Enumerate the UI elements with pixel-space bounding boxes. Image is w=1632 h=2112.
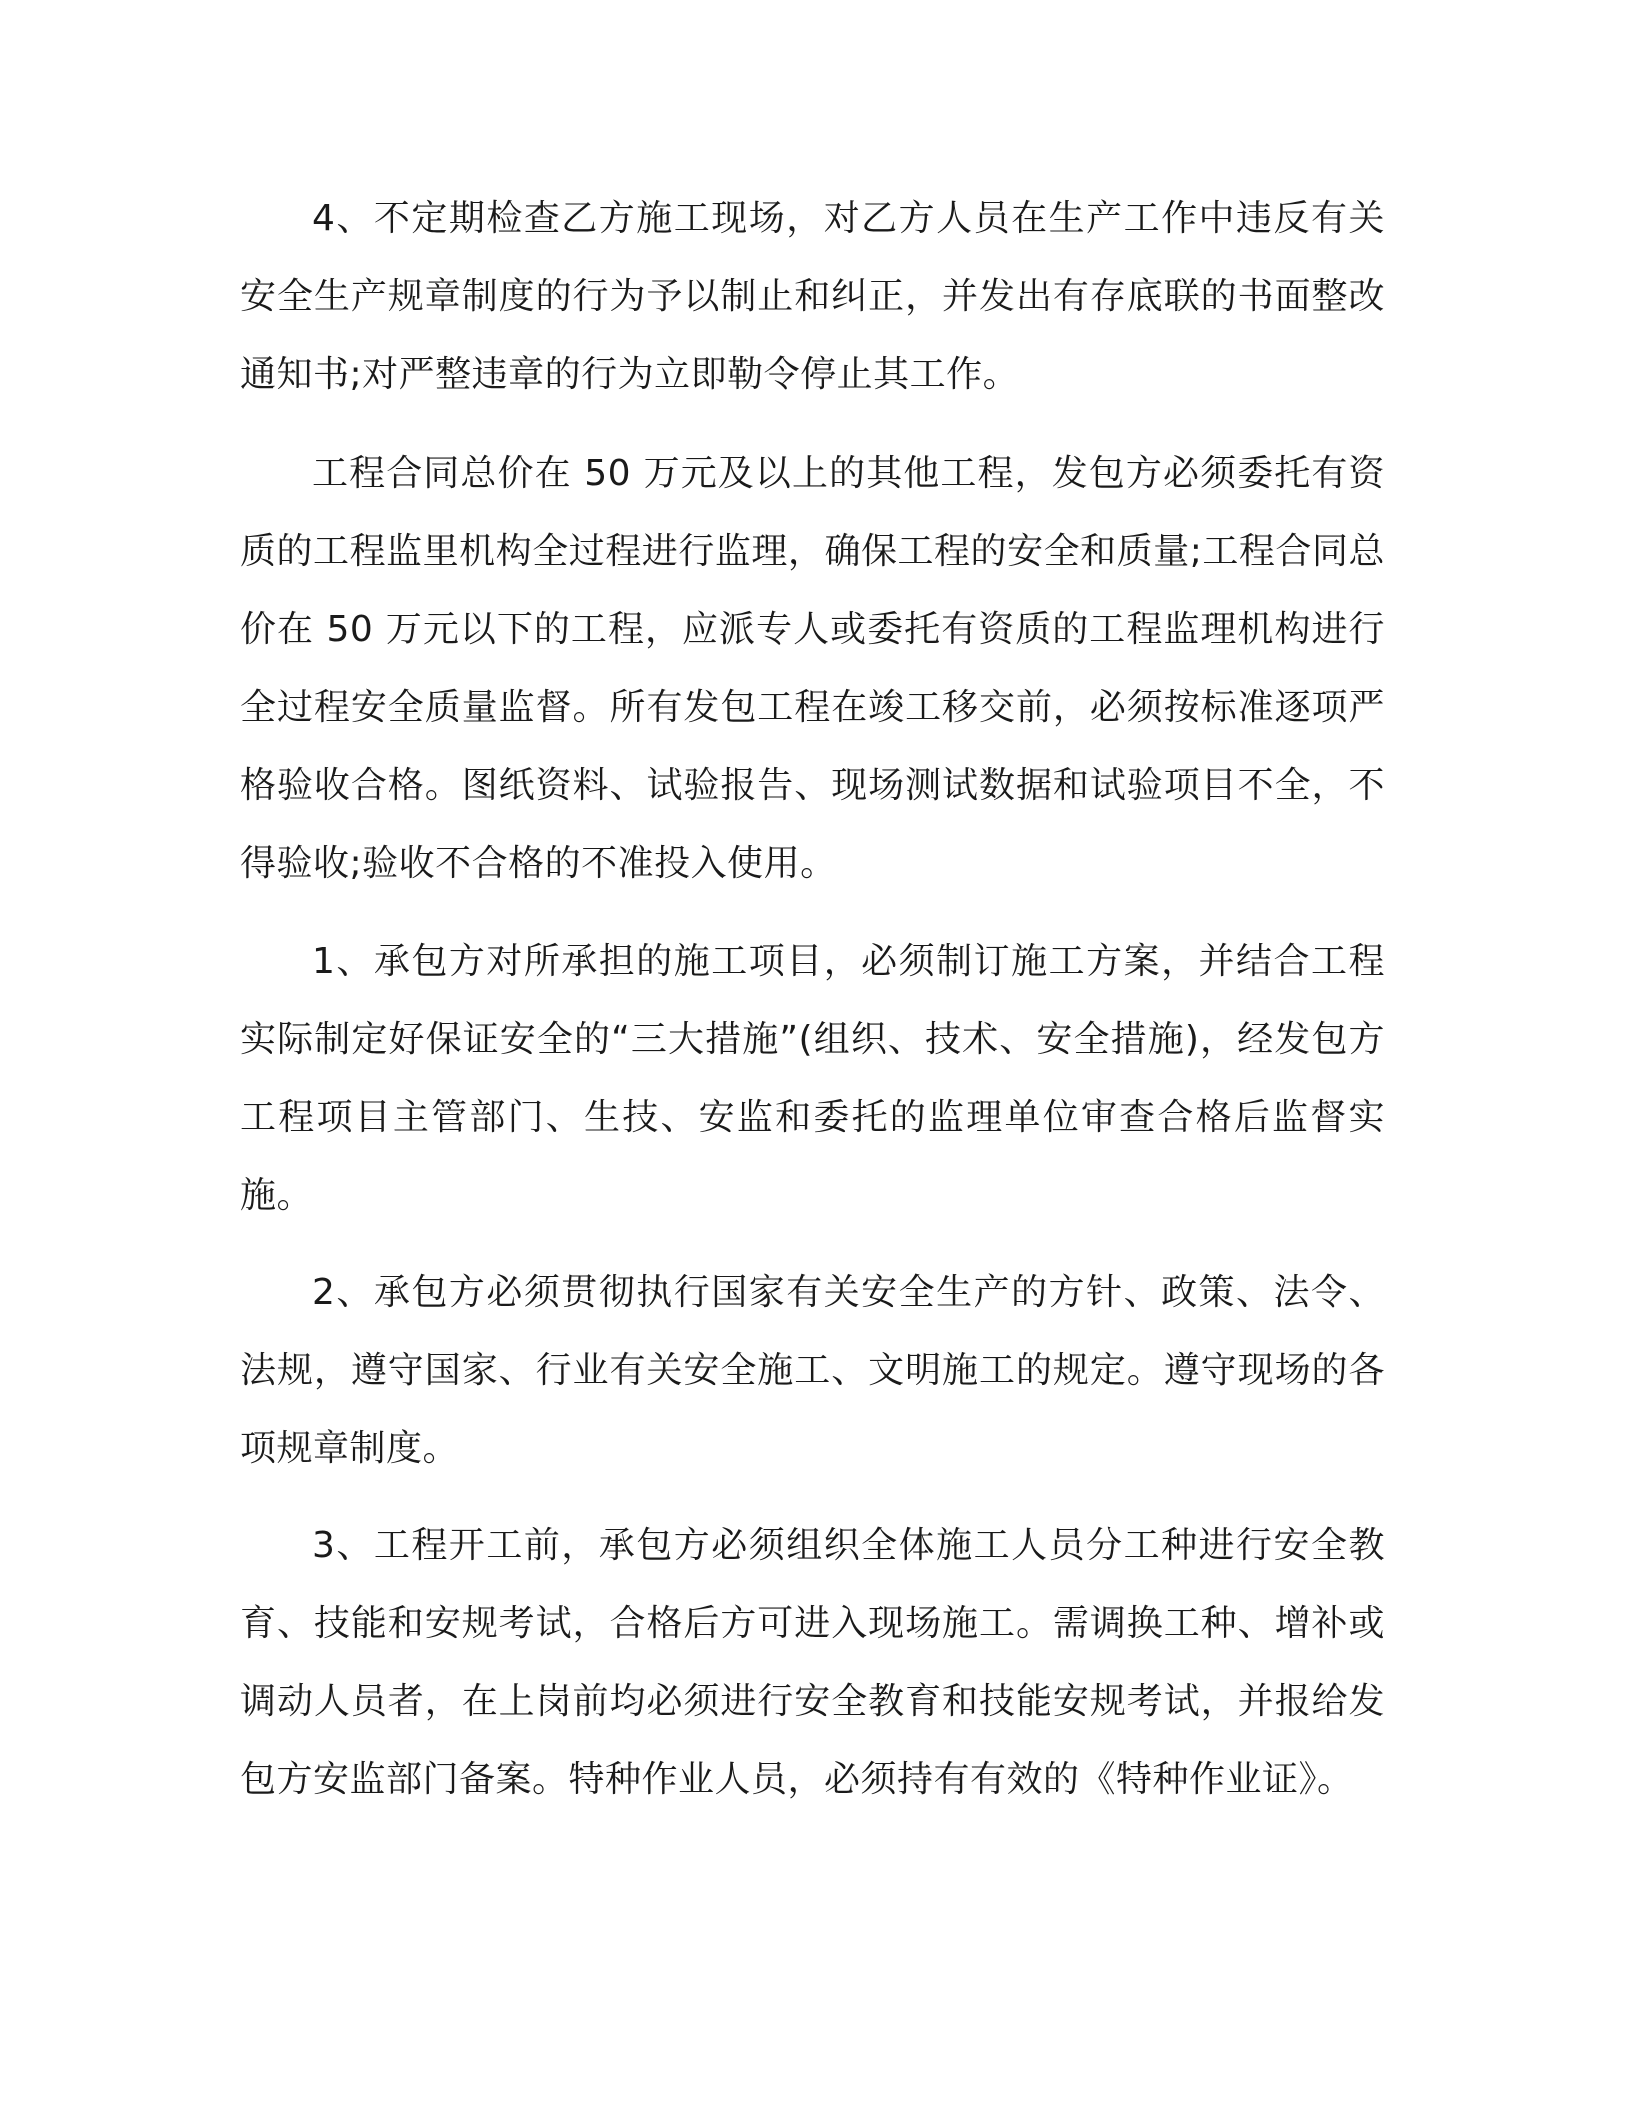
paragraph-contract-supervision: 工程合同总价在 50 万元及以上的其他工程，发包方必须委托有资质的工程监里机构全过程进行监理，确保工程的安全和质量;工程合同总价在 50 万元以下的工程，应派专人或委托有资质的工程监理机构进行全过程安全质量监督。所有发包工程在竣工移交前，必须按标准逐项严格验收合格。图纸资料、试验报告、现场测试数据和试验项目不全，不得验收;验收不合格的不准投入使用。 [240, 453, 1385, 884]
paragraph-item-1-construction-plan: 1、承包方对所承担的施工项目，必须制订施工方案，并结合工程实际制定好保证安全的“三大措施”(组织、技术、安全措施)，经发包方工程项目主管部门、生技、安监和委托的监理单位审查合格后监督实施。 [240, 941, 1385, 1216]
paragraph-item-3-safety-education: 3、工程开工前，承包方必须组织全体施工人员分工种进行安全教育、技能和安规考试，合格后方可进入现场施工。需调换工种、增补或调动人员者，在上岗前均必须进行安全教育和技能安规考试，并报给发包方安监部门备案。特种作业人员，必须持有有效的《特种作业证》。 [240, 1525, 1385, 1800]
paragraph-item-4-inspection: 4、不定期检查乙方施工现场，对乙方人员在生产工作中违反有关安全生产规章制度的行为予以制止和纠正，并发出有存底联的书面整改通知书;对严整违章的行为立即勒令停止其工作。 [240, 198, 1385, 395]
paragraph-item-2-regulations: 2、承包方必须贯彻执行国家有关安全生产的方针、政策、法令、法规，遵守国家、行业有关安全施工、文明施工的规定。遵守现场的各项规章制度。 [240, 1272, 1385, 1469]
